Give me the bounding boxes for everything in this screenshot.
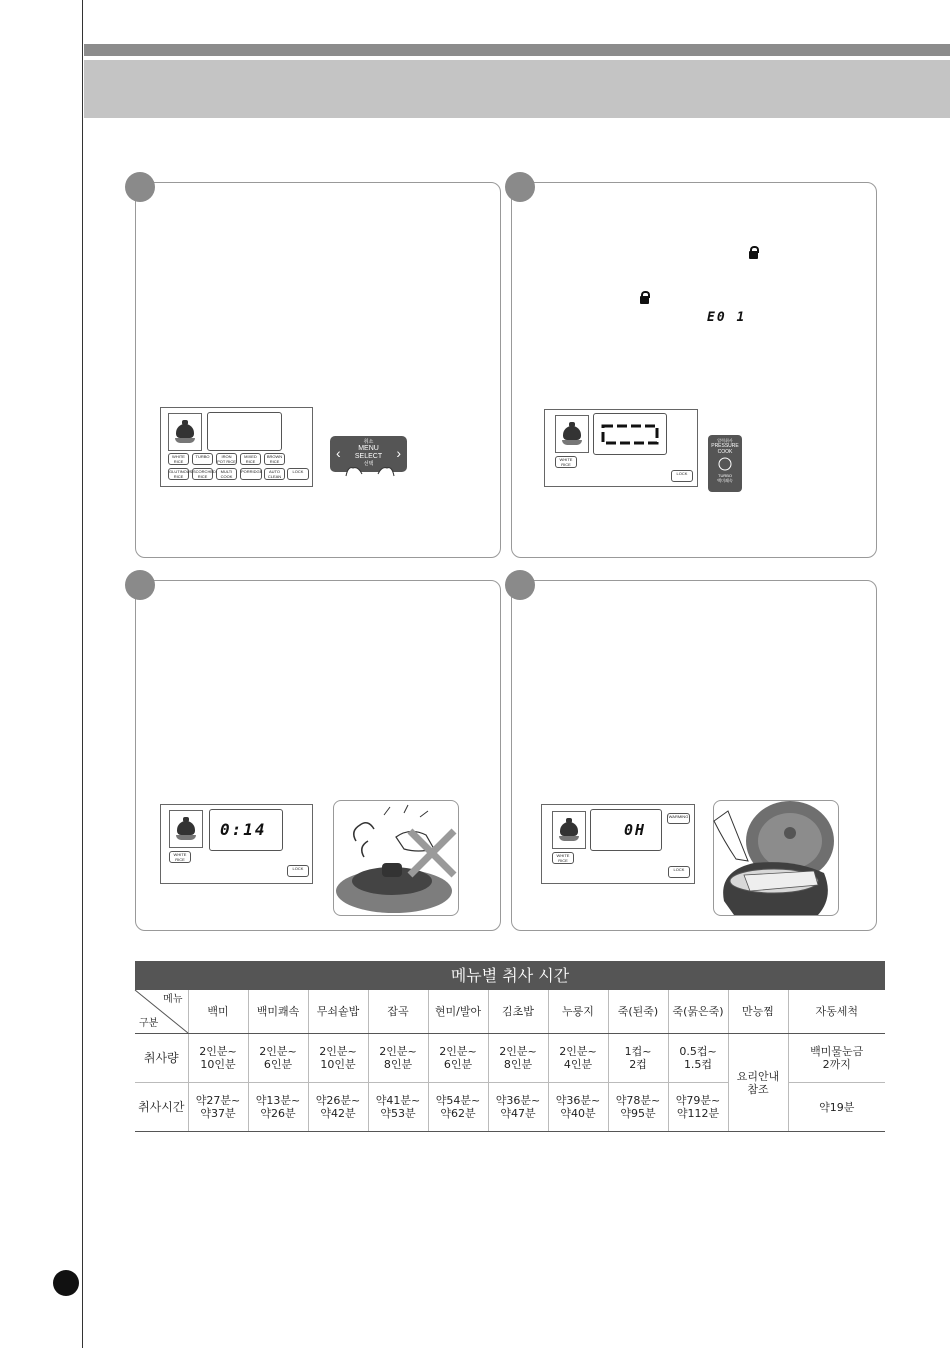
lcd-time-text: 0:14 xyxy=(220,820,267,839)
table-cell: 2인분~ 10인분 xyxy=(308,1034,368,1083)
table-cell: 약27분~ 약37분 xyxy=(188,1083,248,1132)
header-bar xyxy=(84,60,950,118)
table-cell: 1컵~ 2컵 xyxy=(608,1034,668,1083)
error-code-text: E0 1 xyxy=(707,310,747,325)
step-4-number-circle xyxy=(505,570,535,600)
lock-icon xyxy=(640,296,649,304)
table-cell: 2인분~ 6인분 xyxy=(428,1034,488,1083)
auto-clean-button[interactable]: AUTO CLEAN xyxy=(264,468,285,480)
pressure-line4: TURBO xyxy=(718,473,732,478)
table-cell: 2인분~ 10인분 xyxy=(188,1034,248,1083)
table-header-cell: 김초밥 xyxy=(488,990,548,1034)
step-2-number-circle xyxy=(505,172,535,202)
table-cell: 약36분~ 약47분 xyxy=(488,1083,548,1132)
table-cell: 백미물눈금 2까지 xyxy=(788,1034,885,1083)
step-1-number-circle xyxy=(125,172,155,202)
menu-select-button[interactable] xyxy=(330,436,407,472)
rice-cooker-icon xyxy=(552,811,586,849)
iron-pot-rice-button[interactable]: IRON POT RICE xyxy=(217,454,236,464)
control-panel-step2 xyxy=(544,409,698,487)
menu-select-line1: 취소 xyxy=(363,439,374,445)
step-3-number-circle xyxy=(125,570,155,600)
cooking-time-table xyxy=(135,990,885,1132)
lock-icon xyxy=(749,251,758,259)
menu-select-line3: SELECT xyxy=(354,453,383,460)
warming-button[interactable]: WARMING xyxy=(667,813,690,824)
brown-rice-button[interactable]: BROWN RICE xyxy=(264,453,285,465)
pressure-line2: PRESSURE xyxy=(711,443,739,449)
table-cell: 약41분~ 약53분 xyxy=(368,1083,428,1132)
chevron-left-icon: ‹ xyxy=(336,445,341,461)
rice-cooker-icon xyxy=(168,413,202,451)
white-rice-button[interactable]: WHITE RICE xyxy=(552,852,574,864)
control-panel-step4 xyxy=(541,804,695,884)
lcd-display xyxy=(207,412,282,451)
table-header-cell: 백미쾌속 xyxy=(248,990,308,1034)
hand-icon xyxy=(344,464,364,478)
lcd-display xyxy=(593,413,667,455)
pressure-cook-button[interactable] xyxy=(708,435,742,492)
scorched-rice-button[interactable]: SCORCHED RICE xyxy=(193,469,216,479)
menu-select-line2: MENU xyxy=(358,445,379,452)
lock-button[interactable]: LOCK xyxy=(287,468,309,480)
pressure-line1: 압력취사 xyxy=(717,438,733,443)
table-cell: 약19분 xyxy=(788,1083,885,1132)
table-title: 메뉴별 취사 시간 xyxy=(135,961,885,990)
hand-icon xyxy=(717,456,733,472)
pressure-line3: COOK xyxy=(717,449,733,455)
step-1-box xyxy=(135,182,501,558)
multi-cook-button[interactable]: MULTI COOK xyxy=(216,468,237,480)
table-header-cell: 잡곡 xyxy=(368,990,428,1034)
page-number-dot xyxy=(53,1270,79,1296)
corner-menu-label: 메뉴 xyxy=(163,994,183,1005)
table-header-cell: 만능찜 xyxy=(728,990,788,1034)
step-2-box xyxy=(511,182,877,558)
lcd-display xyxy=(590,809,662,851)
table-header-cell: 자동세척 xyxy=(788,990,885,1034)
margin-line xyxy=(82,0,83,1348)
control-panel-step1 xyxy=(160,407,313,487)
table-cell: 2인분~ 4인분 xyxy=(548,1034,608,1083)
mixed-rice-button[interactable]: MIXED RICE xyxy=(240,453,261,465)
corner-category-label: 구분 xyxy=(139,1018,159,1029)
table-cell: 약54분~ 약62분 xyxy=(428,1083,488,1132)
segment-display-icon xyxy=(601,424,661,446)
table-cell: 약79분~ 약112분 xyxy=(668,1083,728,1132)
hand-icon xyxy=(376,464,396,478)
table-header-row xyxy=(135,990,885,1034)
table-cell: 2인분~ 6인분 xyxy=(248,1034,308,1083)
table-header-cell: 무쇠솥밥 xyxy=(308,990,368,1034)
table-row xyxy=(135,1034,885,1083)
table-cell: 2인분~ 8인분 xyxy=(368,1034,428,1083)
table-header-cell: 죽(묽은죽) xyxy=(668,990,728,1034)
table-header-cell: 누룽지 xyxy=(548,990,608,1034)
turbo-button[interactable]: TURBO xyxy=(192,453,213,465)
row-label: 취사시간 xyxy=(135,1083,188,1132)
lcd-display xyxy=(209,809,283,851)
table-merged-cell: 요리안내 참조 xyxy=(728,1034,788,1132)
white-rice-button[interactable]: WHITE RICE xyxy=(555,456,577,468)
lock-button[interactable]: LOCK xyxy=(287,865,309,877)
lock-button[interactable]: LOCK xyxy=(668,866,690,878)
table-cell: 0.5컵~ 1.5컵 xyxy=(668,1034,728,1083)
header-stripe xyxy=(84,44,950,56)
glutinous-rice-button[interactable]: GLUTINOUS RICE xyxy=(169,469,193,479)
lock-button[interactable]: LOCK xyxy=(671,470,693,482)
row-label: 취사량 xyxy=(135,1034,188,1083)
table-corner-cell xyxy=(135,990,188,1034)
pressure-line5: 백미쾌속 xyxy=(717,478,733,483)
table-cell: 약26분~ 약42분 xyxy=(308,1083,368,1132)
control-panel-step3 xyxy=(160,804,313,884)
cooker-cleaning-image xyxy=(714,801,838,915)
table-cell: 약36분~ 약40분 xyxy=(548,1083,608,1132)
rice-cooker-icon xyxy=(555,415,589,453)
table-header-cell: 현미/발아 xyxy=(428,990,488,1034)
table-header-cell: 백미 xyxy=(188,990,248,1034)
steam-caution-image xyxy=(334,801,458,915)
lcd-status-text: 0H xyxy=(624,821,647,839)
white-rice-button[interactable]: WHITE RICE xyxy=(168,453,189,465)
table-header-cell: 죽(된죽) xyxy=(608,990,668,1034)
steam-warning-illustration xyxy=(333,800,459,916)
white-rice-button[interactable]: WHITE RICE xyxy=(169,851,191,863)
menu-select-line4: 선택 xyxy=(363,461,374,467)
porridge-button[interactable]: PORRIDGE xyxy=(240,468,262,480)
table-cell: 약13분~ 약26분 xyxy=(248,1083,308,1132)
rice-cooker-icon xyxy=(169,810,203,848)
cleaning-illustration xyxy=(713,800,839,916)
chevron-right-icon: › xyxy=(396,445,401,461)
table-cell: 약78분~ 약95분 xyxy=(608,1083,668,1132)
table-cell: 2인분~ 8인분 xyxy=(488,1034,548,1083)
